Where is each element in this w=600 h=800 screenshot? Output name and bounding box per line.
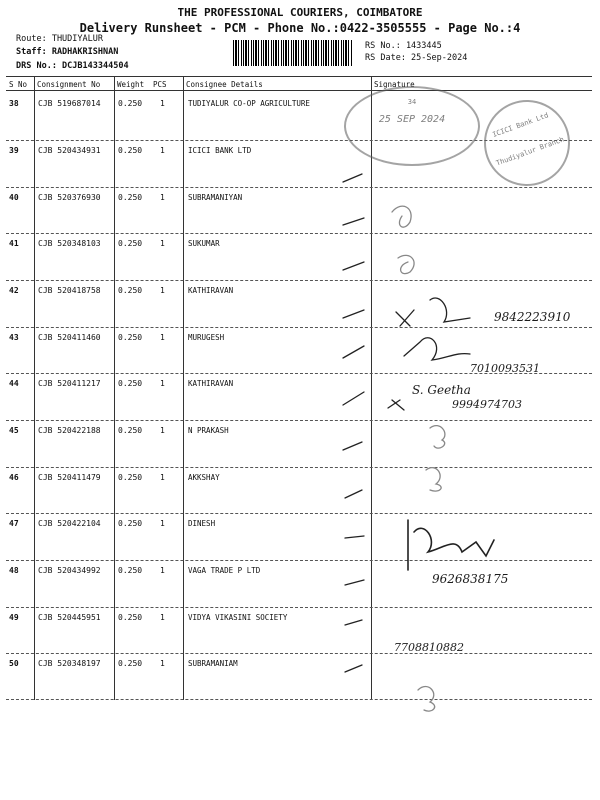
cell-pcs: 1 xyxy=(160,146,165,155)
cell-pcs: 1 xyxy=(160,519,165,528)
cell-pcs: 1 xyxy=(160,379,165,388)
cell-weight: 0.250 xyxy=(118,659,143,668)
cell-weight: 0.250 xyxy=(118,146,143,155)
runsheet-subtitle: Delivery Runsheet - PCM - Phone No.:0422-3505555 - Page No.:4 xyxy=(79,21,521,35)
cell-weight: 0.250 xyxy=(118,99,143,108)
cell-consignment: CJB 520376930 xyxy=(38,193,101,202)
bank-stamp-text: ICICI Bank Ltd xyxy=(491,111,550,139)
cell-consignment: CJB 519687014 xyxy=(38,99,101,108)
cell-consignee: TUDIYALUR CO-OP AGRICULTURE xyxy=(188,99,310,108)
cell-pcs: 1 xyxy=(160,286,165,295)
cell-sno: 44 xyxy=(9,379,19,388)
cell-weight: 0.250 xyxy=(118,379,143,388)
col-header-consignment: Consignment No xyxy=(37,80,101,89)
cell-weight: 0.250 xyxy=(118,286,143,295)
bank-stamp-branch: Thudiyalur Branch xyxy=(495,135,566,168)
cell-sno: 45 xyxy=(9,426,19,435)
cell-consignee: AKKSHAY xyxy=(188,473,220,482)
cell-weight: 0.250 xyxy=(118,193,143,202)
society-stamp-date: 25 SEP 2024 xyxy=(378,114,446,125)
cell-weight: 0.250 xyxy=(118,566,143,575)
cell-pcs: 1 xyxy=(160,659,165,668)
cell-pcs: 1 xyxy=(160,99,165,108)
cell-sno: 50 xyxy=(9,659,19,668)
col-header-sno: S No xyxy=(9,80,28,89)
cell-consignment: CJB 520445951 xyxy=(38,613,101,622)
handwritten-phone-48: 9626838175 xyxy=(432,572,509,586)
handwritten-phone-42: 9842223910 xyxy=(494,310,571,324)
cell-consignment: CJB 520411479 xyxy=(38,473,101,482)
handwritten-phone-49: 7708810882 xyxy=(394,641,464,654)
drs-number: DRS No.: DCJB143344504 xyxy=(16,61,129,71)
rs-number: RS No.: 1433445 xyxy=(365,41,442,51)
cell-weight: 0.250 xyxy=(118,239,143,248)
cell-sno: 40 xyxy=(9,193,19,202)
cell-weight: 0.250 xyxy=(118,473,143,482)
cell-consignment: CJB 520411217 xyxy=(38,379,101,388)
cell-sno: 46 xyxy=(9,473,19,482)
cell-sno: 39 xyxy=(9,146,19,155)
society-stamp-number: 34 xyxy=(407,98,417,106)
col-header-pcs: PCS xyxy=(153,80,167,89)
cell-sno: 41 xyxy=(9,239,19,248)
cell-consignee: SUBRAMANIYAN xyxy=(188,193,243,202)
cell-consignee: KATHIRAVAN xyxy=(188,286,234,295)
cell-consignment: CJB 520348197 xyxy=(38,659,101,668)
cell-pcs: 1 xyxy=(160,473,165,482)
cell-pcs: 1 xyxy=(160,239,165,248)
handwritten-name-44: S. Geetha xyxy=(412,383,471,397)
cell-pcs: 1 xyxy=(160,426,165,435)
col-header-consignee: Consignee Details xyxy=(186,80,263,89)
cell-consignee: DINESH xyxy=(188,519,216,528)
cell-consignee: MURUGESH xyxy=(188,333,225,342)
cell-consignee: VIDYA VIKASINI SOCIETY xyxy=(188,613,288,622)
cell-sno: 47 xyxy=(9,519,19,528)
cell-pcs: 1 xyxy=(160,566,165,575)
cell-consignment: CJB 520348103 xyxy=(38,239,101,248)
cell-weight: 0.250 xyxy=(118,333,143,342)
rs-date: RS Date: 25-Sep-2024 xyxy=(365,53,468,63)
cell-consignment: CJB 520411460 xyxy=(38,333,101,342)
cell-weight: 0.250 xyxy=(118,613,143,622)
cell-consignee: N PRAKASH xyxy=(188,426,229,435)
handwritten-phone-43: 7010093531 xyxy=(470,362,540,375)
cell-consignment: CJB 520422104 xyxy=(38,519,101,528)
cell-weight: 0.250 xyxy=(118,426,143,435)
cell-sno: 42 xyxy=(9,286,19,295)
cell-pcs: 1 xyxy=(160,333,165,342)
cell-consignment: CJB 520434931 xyxy=(38,146,101,155)
cell-sno: 49 xyxy=(9,613,19,622)
cell-consignment: CJB 520418758 xyxy=(38,286,101,295)
company-title: THE PROFESSIONAL COURIERS, COIMBATORE xyxy=(177,6,423,19)
col-header-weight: Weight xyxy=(117,80,145,89)
cell-consignee: SUKUMAR xyxy=(188,239,220,248)
cell-pcs: 1 xyxy=(160,613,165,622)
cell-consignee: KATHIRAVAN xyxy=(188,379,234,388)
cell-sno: 38 xyxy=(9,99,19,108)
staff-label: Staff: RADHAKRISHNAN xyxy=(16,47,119,57)
route-label: Route: THUDIYALUR xyxy=(16,34,103,44)
cell-consignee: ICICI BANK LTD xyxy=(188,146,252,155)
cell-sno: 48 xyxy=(9,566,19,575)
cell-consignment: CJB 520434992 xyxy=(38,566,101,575)
cell-sno: 43 xyxy=(9,333,19,342)
cell-consignment: CJB 520422188 xyxy=(38,426,101,435)
cell-pcs: 1 xyxy=(160,193,165,202)
col-header-signature: Signature xyxy=(374,80,415,89)
handwritten-phone-44: 9994974703 xyxy=(452,398,522,411)
cell-consignee: VAGA TRADE P LTD xyxy=(188,566,261,575)
cell-weight: 0.250 xyxy=(118,519,143,528)
cell-consignee: SUBRAMANIAM xyxy=(188,659,238,668)
